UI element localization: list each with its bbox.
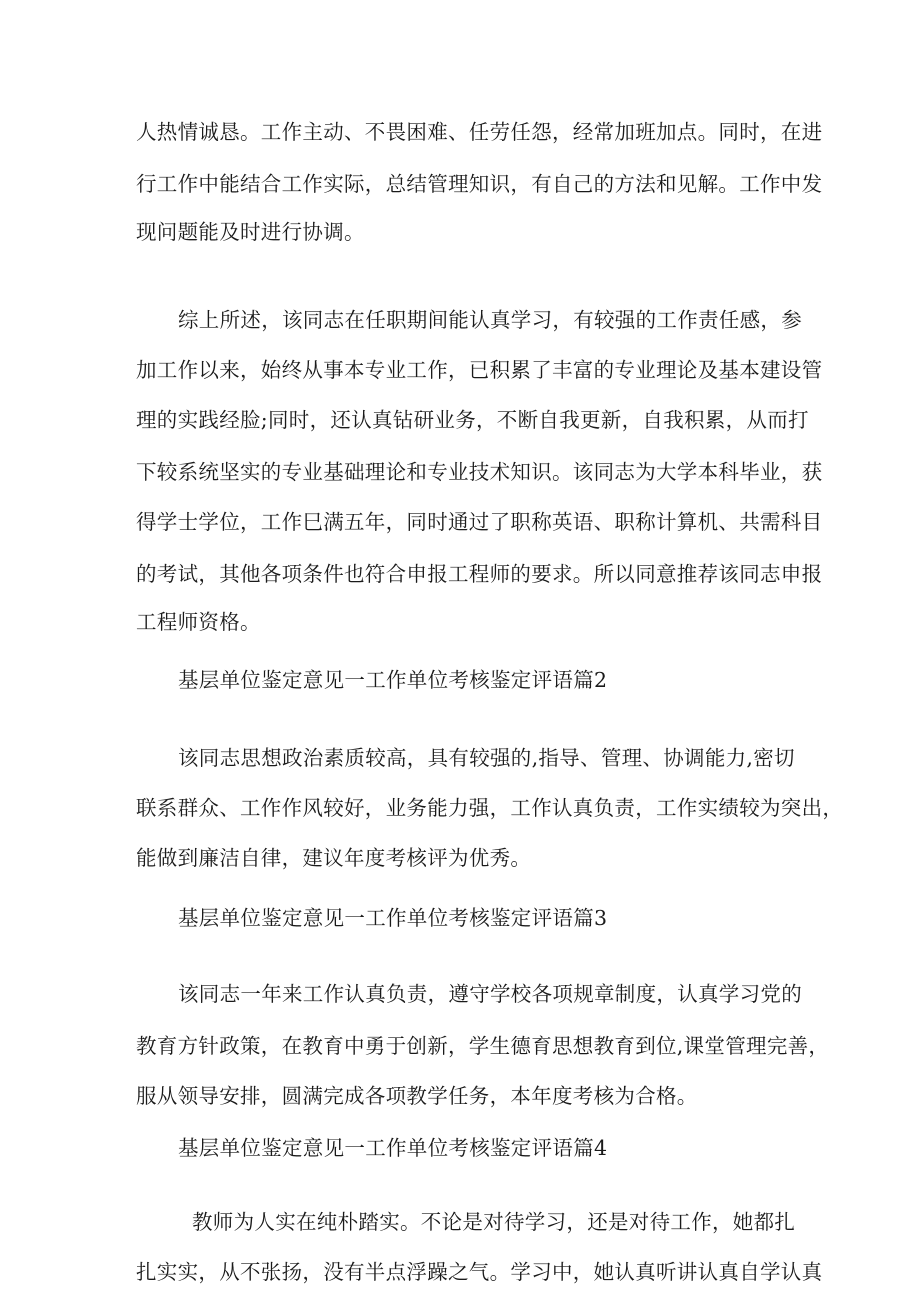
paragraph-line: 服从领导安排，圆满完成各项教学任务，本年度考核为合格。 xyxy=(136,1084,698,1108)
section-heading: 基层单位鉴定意见一工作单位考核鉴定评语篇2 xyxy=(178,668,608,692)
paragraph-line: 能做到廉洁自律，建议年度考核评为优秀。 xyxy=(136,846,532,870)
paragraph-line: 得学士学位，工作巳满五年，同时通过了职称英语、职称计算机、共需科目 xyxy=(136,510,823,534)
section-heading: 基层单位鉴定意见一工作单位考核鉴定评语篇4 xyxy=(178,1136,608,1160)
paragraph-line: 行工作中能结合工作实际，总结管理知识，有自己的方法和见解。工作中发 xyxy=(136,172,823,196)
paragraph-line: 工程师资格。 xyxy=(136,610,261,634)
paragraph-line: 教师为人实在纯朴踏实。不论是对待学习，还是对待工作，她都扎 xyxy=(192,1210,796,1234)
paragraph-line: 该同志一年来工作认真负责，遵守学校各项规章制度，认真学习党的 xyxy=(178,982,802,1006)
paragraph-line: 联系群众、工作作风较好，业务能力强，工作认真负责，工作实绩较为突出， xyxy=(136,796,844,820)
paragraph-line: 该同志思想政治素质较高，具有较强的,指导、管理、协调能力,密切 xyxy=(178,746,795,770)
paragraph-line: 教育方针政策，在教育中勇于创新，学生德育思想教育到位,课堂管理完善， xyxy=(136,1034,830,1058)
section-heading: 基层单位鉴定意见一工作单位考核鉴定评语篇3 xyxy=(178,906,608,930)
paragraph-line: 综上所述，该同志在任职期间能认真学习，有较强的工作责任感，参 xyxy=(178,308,802,332)
paragraph-line: 理的实践经脸;同时，还认真钻研业务，不断自我更新，自我积累，从而打 xyxy=(136,408,809,432)
paragraph-line: 人热情诚恳。工作主动、不畏困难、任劳任怨，经常加班加点。同时，在进 xyxy=(136,120,823,144)
paragraph-line: 现问题能及时进行协调。 xyxy=(136,220,365,244)
paragraph-line: 的考试，其他各项条件也符合申报工程师的要求。所以同意推荐该同志申报 xyxy=(136,562,823,586)
paragraph-line: 加工作以来，始终从事本专业工作，已积累了丰富的专业理论及基本建设管 xyxy=(136,358,823,382)
paragraph-line: 扎实实，从不张扬，没有半点浮躁之气。学习中，她认真听讲认真自学认真 xyxy=(136,1260,823,1284)
paragraph-line: 下较系统坚实的专业基础理论和专业技术知识。该同志为大学本科毕业，获 xyxy=(136,460,823,484)
